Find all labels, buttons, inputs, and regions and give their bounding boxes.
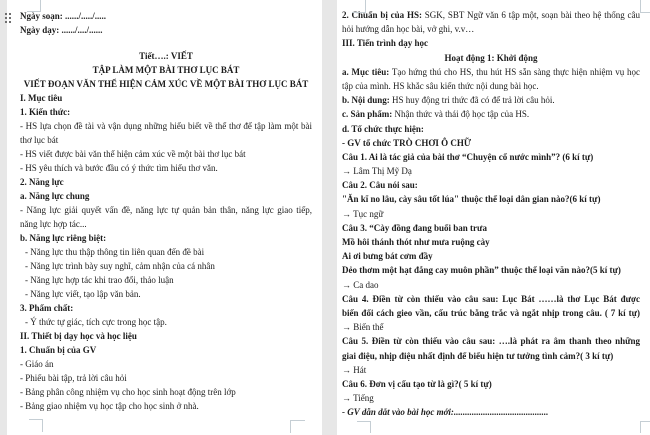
text-line: thơ lục bát	[20, 135, 59, 145]
line-rest: SGK, SBT Ngữ văn 6 tập một, soạn bài theo hệ thống câu	[421, 10, 641, 20]
line-rest: Hát	[351, 364, 367, 375]
margin-crop-mark	[640, 421, 650, 433]
text-line	[342, 65, 640, 79]
text-line: - Năng lực viết, tạo lập văn bản.	[25, 289, 141, 299]
line-rest: HS huy động tri thức đã có để trả lời câu hỏi.	[389, 95, 555, 106]
heading: 3. Phẩm chất:	[20, 303, 74, 313]
activity-heading: Hoạt động 1: Khởi động	[444, 52, 538, 63]
margin-crop-mark	[27, 0, 41, 12]
line-rest: Tiếng	[351, 393, 374, 404]
line-lead: b. Nội dung:	[342, 95, 390, 106]
page-left-content	[7, 0, 322, 413]
lesson-title: TẬP LÀM MỘT BÀI THƠ LỤC BÁT	[92, 65, 240, 75]
heading: 1. Chuẩn bị của GV	[20, 345, 97, 355]
line-rest: Nhận thức và thái độ học tập của HS.	[392, 109, 530, 120]
text-line: năng lực hợp tác...	[20, 219, 87, 229]
quiz-question: Mồ hôi thánh thót như mưa ruộng cày	[342, 237, 490, 247]
text-line: - Phiếu bài tập, trả lời câu hỏi	[20, 373, 127, 383]
quiz-question: giai điệu, nhịp điệu nhất định để biểu hiện tư tưởng tình cảm?( 3 kí tự)	[342, 350, 614, 361]
line-rest: Ca dao	[351, 279, 379, 290]
arrow-icon: →	[342, 208, 351, 219]
arrow-icon: →	[342, 322, 351, 333]
quiz-question: Câu 6. Đơn vị cấu tạo từ là gì?( 5 kí tự)	[342, 378, 492, 389]
quiz-answer	[342, 164, 640, 178]
line-rest: Lâm Thị Mỹ Dạ	[351, 166, 412, 177]
text-line	[342, 8, 640, 22]
quiz-question: Dẻo thơm một hạt đắng cay muôn phần” thuộc thể loại văn nào?(5 kí tự)	[342, 265, 621, 276]
text-line: - Năng lực giải quyết vấn đề, năng lực tự quản bản thân, năng lực giao tiếp,	[20, 205, 312, 215]
text-line: hỏi hướng dẫn học bài, vở ghi, v.v…	[342, 24, 475, 35]
quiz-answer	[342, 207, 640, 221]
text-line: - HS viết được bài văn thể hiện cảm xúc về một bài thơ lục bát	[20, 149, 246, 159]
heading: 2. Năng lực	[20, 177, 64, 187]
drag-handle-icon[interactable]	[5, 13, 7, 15]
quiz-question: biến đổi cách gieo vần, cấu trúc bằng trắc và ngắt nhịp trong câu. ( 7 kí tự)	[342, 307, 640, 318]
text-line: Ngày dạy: ....../..../......	[20, 25, 103, 35]
heading: b. Năng lực riêng biệt:	[20, 233, 107, 243]
heading: a. Năng lực chung	[20, 191, 90, 201]
margin-crop-mark	[640, 0, 650, 13]
arrow-icon: →	[342, 393, 351, 404]
quiz-answer	[342, 320, 640, 334]
text-line	[342, 93, 640, 107]
text-line: - GV dẫn dắt vào bài học mới:..........................................	[342, 407, 549, 418]
text-line: - Năng lực hợp tác khi trao đổi, thảo luận	[25, 275, 174, 285]
text-line: - Ý thức tự giác, tích cực trong học tập.	[25, 317, 167, 327]
heading: II. Thiết bị dạy học và học liệu	[20, 331, 137, 341]
quiz-question: Câu 3. “Cày đồng đang buổi ban trưa	[342, 222, 487, 233]
line-lead: 2. Chuẩn bị của HS:	[342, 10, 422, 20]
quiz-answer	[342, 363, 640, 377]
quiz-question: Câu 4. Điền từ còn thiếu vào câu sau: Lục Bát ……là thơ Lục Bát được	[342, 293, 640, 304]
quiz-answer	[342, 278, 640, 292]
text-line: - Năng lực thu thập thông tin liên quan đến đề bài	[25, 247, 205, 257]
text-line: - Bảng phân công nhiệm vụ cho học sinh hoạt động trên lớp	[20, 387, 236, 397]
line-lead: c. Sản phẩm:	[342, 109, 393, 120]
quiz-question: Câu 2. Câu nói sau:	[342, 180, 418, 191]
text-line: - GV tổ chức TRÒ CHƠI Ô CHỮ	[342, 137, 471, 148]
quiz-question: Ai ơi bưng bát cơm đầy	[342, 251, 433, 262]
arrow-icon: →	[342, 364, 351, 375]
page-left	[7, 0, 322, 435]
line-rest: Tục ngữ	[351, 208, 384, 219]
line-lead: a. Mục tiêu:	[342, 66, 390, 77]
text-line: - HS yêu thích và bước đầu có ý thức tìm hiểu thơ văn.	[20, 163, 218, 173]
margin-crop-mark	[29, 419, 43, 432]
text-line	[342, 107, 640, 121]
margin-crop-mark	[352, 0, 366, 13]
page-right-content	[337, 0, 650, 419]
quiz-answer	[342, 391, 640, 405]
lesson-subtitle: VIẾT ĐOẠN VĂN THỂ HIỆN CẢM XÚC VỀ MỘT BÀI THƠ LỤC BÁT	[23, 79, 309, 89]
text-line: Ngày soạn: ....../...../.....	[20, 11, 107, 21]
page-right	[337, 0, 650, 435]
quiz-question: Câu 1. Ai là tác giả của bài thơ “Chuyện cổ nước mình”? (6 kí tự)	[342, 151, 594, 162]
line-rest: Tạo hứng thú cho HS, thu hút HS sẵn sàng thực hiện nhiệm vụ học	[389, 66, 640, 77]
text-line: tập của mình. HS khắc sâu kiến thức nội dung bài học.	[342, 80, 539, 91]
arrow-icon: →	[342, 166, 351, 177]
quiz-question: "Ăn kĩ no lâu, cày sâu tốt lúa" thuộc thể loại dân gian nào?(6 kí tự)	[342, 194, 601, 205]
margin-crop-mark	[357, 421, 371, 433]
lesson-section-title: Tiết….: VIẾT	[139, 51, 193, 61]
arrow-icon: →	[342, 279, 351, 290]
quiz-question: Câu 5. Điền từ còn thiếu vào câu sau: ….là phát ra âm thanh theo những	[342, 336, 640, 347]
heading: III. Tiến trình dạy học	[342, 38, 428, 49]
line-rest: Biến thể	[351, 322, 384, 333]
text-line: - Bảng giao nhiệm vụ học tập cho học sinh ở nhà.	[20, 401, 199, 411]
heading: d. Tổ chức thực hiện:	[342, 123, 424, 134]
text-line: - Giáo án	[20, 359, 54, 369]
heading: I. Mục tiêu	[20, 93, 63, 103]
margin-crop-mark	[290, 420, 305, 433]
text-line: - HS lựa chọn đề tài và vận dụng những hiểu biết về thể thơ để tập làm một bài	[20, 121, 312, 131]
heading: 1. Kiến thức:	[20, 107, 71, 117]
blank-line	[20, 37, 312, 49]
text-line: - Năng lực trình bày suy nghĩ, cảm nhận của cá nhân	[25, 261, 215, 271]
